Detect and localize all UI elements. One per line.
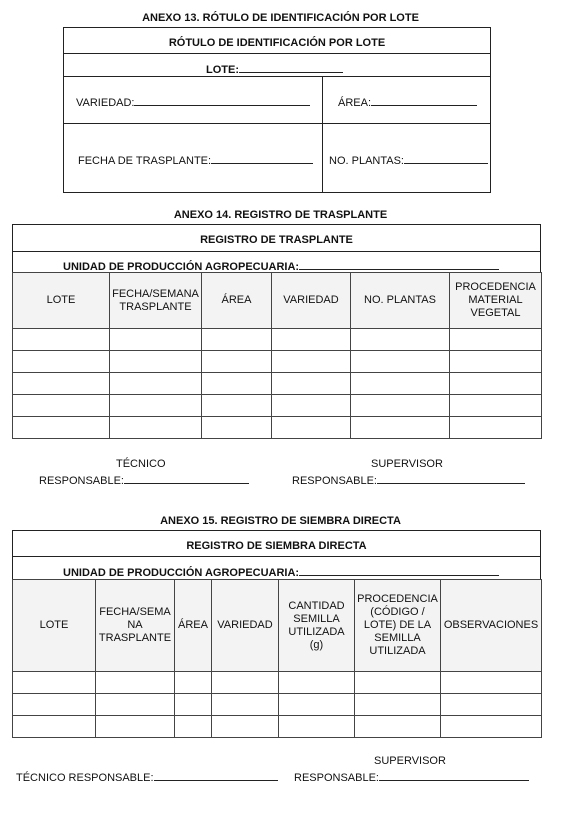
fecha-trasplante-blank[interactable] bbox=[211, 152, 313, 164]
column-header: ÁREA bbox=[202, 273, 272, 329]
fecha-trasplante-label: FECHA DE TRASPLANTE: bbox=[78, 155, 212, 167]
table-cell[interactable] bbox=[351, 329, 450, 351]
tecnico-responsable-blank[interactable] bbox=[154, 769, 278, 781]
column-header: LOTE bbox=[13, 273, 110, 329]
tecnico-signature-blank[interactable] bbox=[124, 472, 249, 484]
table-cell[interactable] bbox=[441, 694, 542, 716]
tecnico-responsable-field[interactable] bbox=[16, 769, 278, 785]
table-cell[interactable] bbox=[13, 329, 110, 351]
unidad-produccion-label: UNIDAD DE PRODUCCIÓN AGROPECUARIA: bbox=[63, 567, 300, 579]
table-cell[interactable] bbox=[13, 716, 96, 738]
lote-label: LOTE: bbox=[206, 64, 239, 76]
area-field[interactable] bbox=[338, 94, 477, 109]
table-cell[interactable] bbox=[110, 329, 202, 351]
column-header: NO. PLANTAS bbox=[351, 273, 450, 329]
table-cell[interactable] bbox=[202, 329, 272, 351]
supervisor-caption-15: SUPERVISOR bbox=[374, 755, 446, 767]
supervisor-caption: SUPERVISOR bbox=[371, 458, 443, 470]
column-header: PROCEDENCIA MATERIAL VEGETAL bbox=[450, 273, 542, 329]
direct-sowing-title: REGISTRO DE SIEMBRA DIRECTA bbox=[186, 540, 367, 552]
table-cell[interactable] bbox=[351, 417, 450, 439]
responsable-label: RESPONSABLE: bbox=[294, 772, 379, 784]
tecnico-caption: TÉCNICO bbox=[116, 458, 166, 470]
supervisor-signature-blank[interactable] bbox=[377, 472, 525, 484]
table-cell[interactable] bbox=[96, 716, 175, 738]
lote-blank[interactable] bbox=[239, 61, 343, 73]
table-cell[interactable] bbox=[450, 329, 542, 351]
table-cell[interactable] bbox=[110, 351, 202, 373]
table-cell[interactable] bbox=[450, 395, 542, 417]
table-cell[interactable] bbox=[110, 395, 202, 417]
column-header: LOTE bbox=[13, 580, 96, 672]
column-header: VARIEDAD bbox=[212, 580, 279, 672]
table-cell[interactable] bbox=[212, 694, 279, 716]
table-cell[interactable] bbox=[272, 395, 351, 417]
responsable-label: RESPONSABLE: bbox=[292, 475, 377, 487]
table-row bbox=[13, 373, 542, 395]
table-row bbox=[13, 716, 542, 738]
anexo-15-caption: ANEXO 15. REGISTRO DE SIEMBRA DIRECTA bbox=[160, 515, 401, 527]
table-cell[interactable] bbox=[450, 373, 542, 395]
table-cell[interactable] bbox=[355, 672, 441, 694]
no-plantas-blank[interactable] bbox=[404, 152, 488, 164]
table-cell[interactable] bbox=[441, 672, 542, 694]
table-cell[interactable] bbox=[272, 351, 351, 373]
table-row bbox=[13, 694, 542, 716]
area-label: ÁREA: bbox=[338, 97, 372, 109]
column-header: ÁREA bbox=[175, 580, 212, 672]
table-cell[interactable] bbox=[110, 373, 202, 395]
lot-label-title: RÓTULO DE IDENTIFICACIÓN POR LOTE bbox=[168, 37, 386, 49]
tecnico-responsable-label: TÉCNICO RESPONSABLE: bbox=[16, 772, 154, 784]
unidad-produccion-blank[interactable] bbox=[299, 564, 499, 576]
table-cell[interactable] bbox=[13, 351, 110, 373]
table-cell[interactable] bbox=[212, 716, 279, 738]
table-cell[interactable] bbox=[202, 395, 272, 417]
column-header: FECHA/SEMANA TRASPLANTE bbox=[110, 273, 202, 329]
direct-sowing-table bbox=[12, 579, 542, 738]
table-cell[interactable] bbox=[96, 694, 175, 716]
column-header: PROCEDENCIA (CÓDIGO / LOTE) DE LA SEMILLA UTILIZADA bbox=[355, 580, 441, 672]
table-cell[interactable] bbox=[279, 694, 355, 716]
table-cell[interactable] bbox=[279, 716, 355, 738]
variedad-blank[interactable] bbox=[134, 94, 310, 106]
supervisor-signature-field-15[interactable] bbox=[294, 769, 529, 785]
table-cell[interactable] bbox=[13, 672, 96, 694]
column-header: VARIEDAD bbox=[272, 273, 351, 329]
fecha-trasplante-field[interactable] bbox=[78, 152, 313, 167]
table-cell[interactable] bbox=[351, 373, 450, 395]
table-cell[interactable] bbox=[175, 672, 212, 694]
variedad-field[interactable] bbox=[76, 94, 310, 109]
table-row bbox=[13, 672, 542, 694]
table-cell[interactable] bbox=[175, 694, 212, 716]
transplant-register-title: REGISTRO DE TRASPLANTE bbox=[200, 234, 353, 246]
table-cell[interactable] bbox=[175, 716, 212, 738]
supervisor-signature-blank[interactable] bbox=[379, 769, 529, 781]
table-cell[interactable] bbox=[355, 716, 441, 738]
unidad-produccion-field-15[interactable] bbox=[63, 564, 499, 579]
column-header: FECHA/SEMA NA TRASPLANTE bbox=[96, 580, 175, 672]
anexo-13-caption: ANEXO 13. RÓTULO DE IDENTIFICACIÓN POR LOTE bbox=[142, 12, 419, 24]
table-cell[interactable] bbox=[279, 672, 355, 694]
table-cell[interactable] bbox=[272, 373, 351, 395]
table-row bbox=[13, 395, 542, 417]
table-cell[interactable] bbox=[351, 395, 450, 417]
no-plantas-label: NO. PLANTAS: bbox=[329, 155, 404, 167]
unidad-produccion-blank[interactable] bbox=[299, 258, 499, 270]
table-cell[interactable] bbox=[272, 329, 351, 351]
table-cell[interactable] bbox=[202, 373, 272, 395]
table-cell[interactable] bbox=[13, 373, 110, 395]
supervisor-signature-field[interactable] bbox=[292, 472, 525, 488]
table-cell[interactable] bbox=[450, 351, 542, 373]
table-row bbox=[13, 329, 542, 351]
table-cell[interactable] bbox=[272, 417, 351, 439]
table-cell[interactable] bbox=[355, 694, 441, 716]
no-plantas-field[interactable] bbox=[329, 152, 488, 167]
table-cell[interactable] bbox=[450, 417, 542, 439]
table-cell[interactable] bbox=[13, 694, 96, 716]
table-cell[interactable] bbox=[202, 351, 272, 373]
table-cell[interactable] bbox=[96, 672, 175, 694]
lote-field[interactable] bbox=[206, 61, 343, 76]
table-row bbox=[13, 417, 542, 439]
table-cell[interactable] bbox=[202, 417, 272, 439]
unidad-produccion-field-14[interactable] bbox=[63, 258, 499, 273]
table-cell[interactable] bbox=[110, 417, 202, 439]
responsable-label: RESPONSABLE: bbox=[39, 475, 124, 487]
column-header: CANTIDAD SEMILLA UTILIZADA (g) bbox=[279, 580, 355, 672]
lot-label-form bbox=[63, 27, 491, 193]
column-header: OBSERVACIONES bbox=[441, 580, 542, 672]
area-blank[interactable] bbox=[371, 94, 477, 106]
table-cell[interactable] bbox=[351, 351, 450, 373]
variedad-label: VARIEDAD: bbox=[76, 97, 135, 109]
table-cell[interactable] bbox=[212, 672, 279, 694]
table-cell[interactable] bbox=[13, 417, 110, 439]
transplant-table bbox=[12, 272, 542, 439]
anexo-14-caption: ANEXO 14. REGISTRO DE TRASPLANTE bbox=[173, 209, 388, 221]
unidad-produccion-label: UNIDAD DE PRODUCCIÓN AGROPECUARIA: bbox=[63, 261, 300, 273]
tecnico-signature-field[interactable] bbox=[39, 472, 249, 488]
table-cell[interactable] bbox=[441, 716, 542, 738]
table-cell[interactable] bbox=[13, 395, 110, 417]
table-row bbox=[13, 351, 542, 373]
